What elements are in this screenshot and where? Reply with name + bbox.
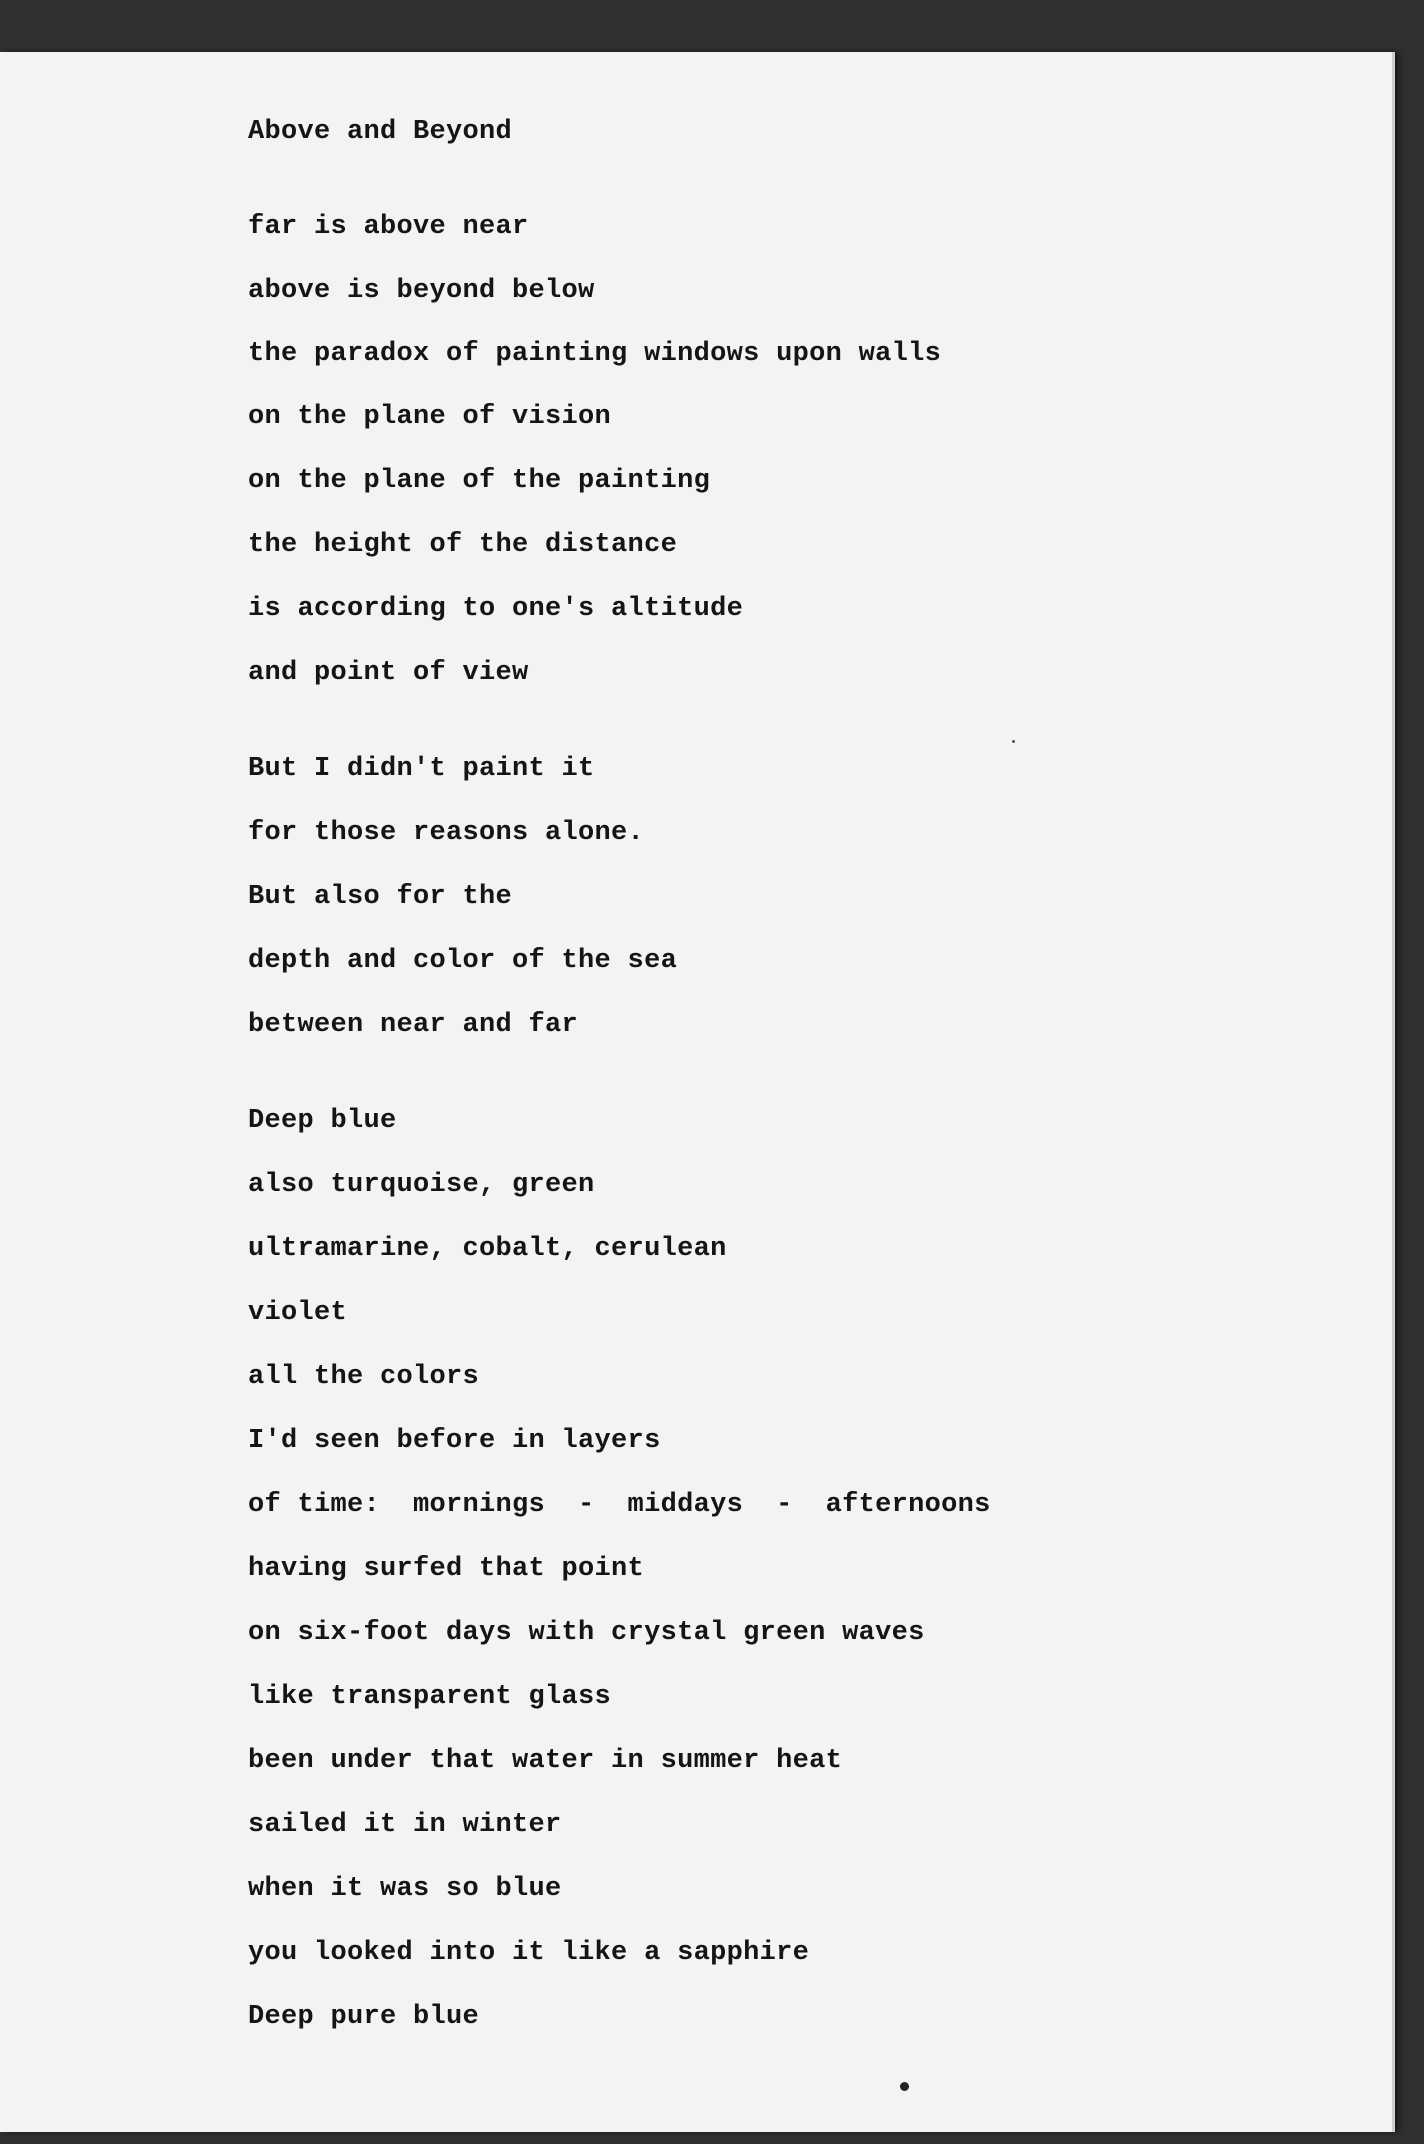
poem-line: when it was so blue <box>248 1874 562 1904</box>
poem-line: the height of the distance <box>248 530 678 560</box>
poem-line: is according to one's altitude <box>248 594 744 624</box>
paper-speck <box>1012 740 1015 743</box>
poem-line: also turquoise, green <box>248 1170 595 1200</box>
poem-line: of time: mornings - middays - afternoons <box>248 1490 991 1520</box>
poem-line: the paradox of painting windows upon walls <box>248 339 942 369</box>
poem-line: ultramarine, cobalt, cerulean <box>248 1234 727 1264</box>
poem-line: between near and far <box>248 1010 579 1040</box>
poem-line: I'd seen before in layers <box>248 1426 661 1456</box>
poem-line: you looked into it like a sapphire <box>248 1938 810 1968</box>
poem-title: Above and Beyond <box>248 117 513 147</box>
poem-line: having surfed that point <box>248 1554 645 1584</box>
poem-line: depth and color of the sea <box>248 946 678 976</box>
poem-line: above is beyond below <box>248 276 595 306</box>
poem-line: been under that water in summer heat <box>248 1746 843 1776</box>
paper-speck <box>900 2082 909 2091</box>
poem-line: and point of view <box>248 658 529 688</box>
poem-line: on six-foot days with crystal green waves <box>248 1618 925 1648</box>
poem-line: But also for the <box>248 882 513 912</box>
poem-line: on the plane of the painting <box>248 466 711 496</box>
poem-line: far is above near <box>248 212 529 242</box>
poem-line: Deep blue <box>248 1106 397 1136</box>
typed-page <box>0 52 1395 2132</box>
page-edge <box>1392 52 1395 2132</box>
poem-line: for those reasons alone. <box>248 818 645 848</box>
poem-line: on the plane of vision <box>248 402 612 432</box>
poem-line: like transparent glass <box>248 1682 612 1712</box>
poem-line: But I didn't paint it <box>248 754 595 784</box>
poem-line: Deep pure blue <box>248 2002 480 2032</box>
poem-line: sailed it in winter <box>248 1810 562 1840</box>
poem-line: violet <box>248 1298 348 1328</box>
poem-line: all the colors <box>248 1362 480 1392</box>
